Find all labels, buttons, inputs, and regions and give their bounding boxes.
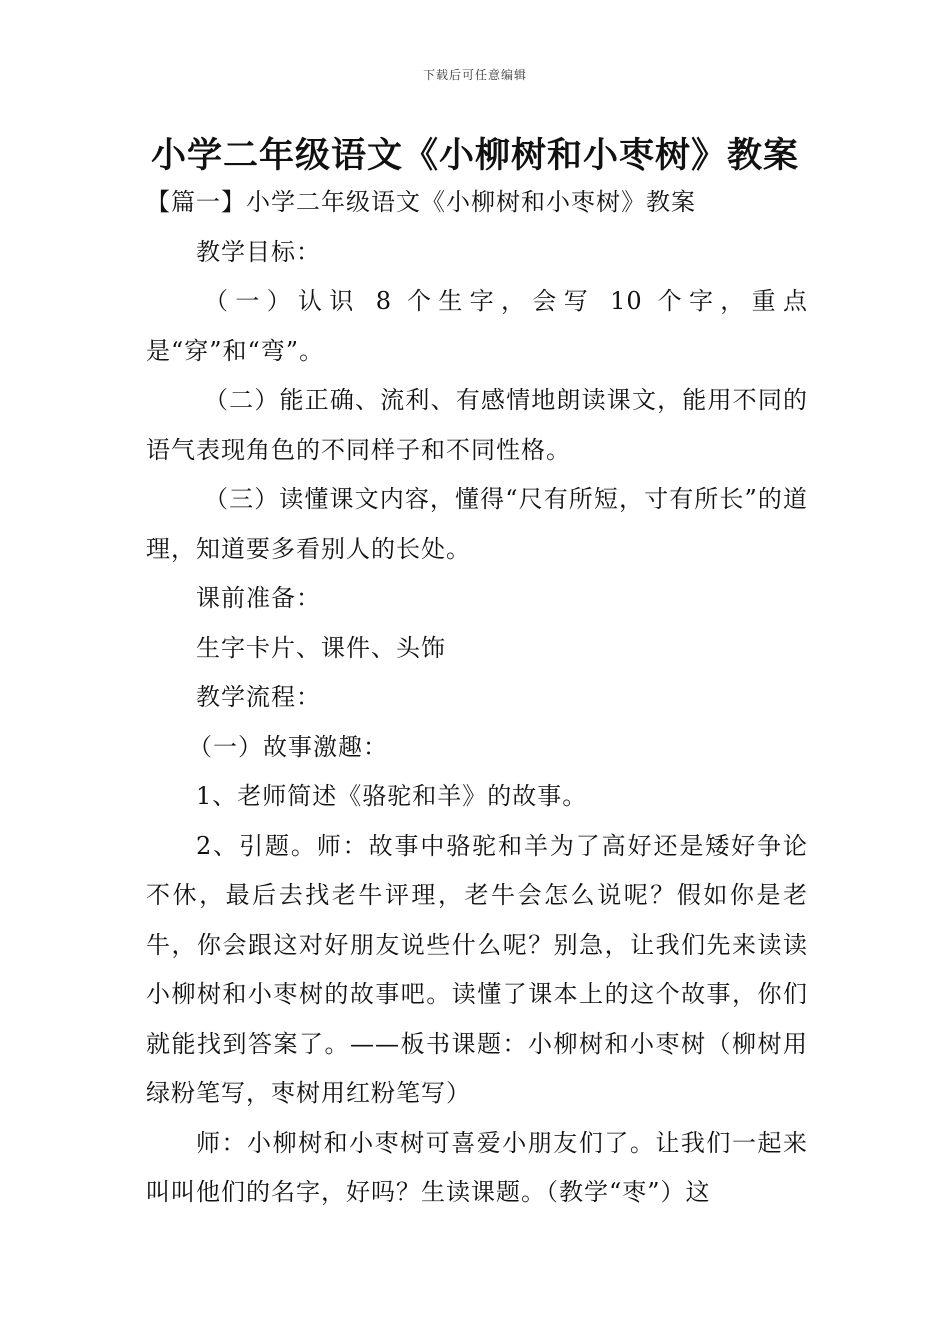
paragraph-step-1-2: 2、引题。师：故事中骆驼和羊为了高好还是矮好争论不休，最后去找老牛评理，老牛会怎么说呢？假如你是老牛，你会跟这对好朋友说些什么呢？别急，让我们先来读读小柳树和小枣树的故事吧。读懂了课本上的这个故事，你们就能找到答案了。——板书课题：小柳树和小枣树（柳树用绿粉笔写，枣树用红粉笔写） <box>146 831 808 1107</box>
document-title: 小学二年级语文《小柳树和小枣树》教案 <box>150 136 799 176</box>
paragraph-process-heading: 教学流程： <box>196 683 321 711</box>
paragraph-preparation-heading: 课前准备： <box>196 584 321 612</box>
paragraph-objective-2: （二）能正确、流利、有感情地朗读课文，能用不同的语气表现角色的不同样子和不同性格。 <box>146 386 808 464</box>
section-heading: 【篇一】小学二年级语文《小柳树和小枣树》教案 <box>146 188 696 216</box>
paragraph-teacher-intro: 师：小柳树和小枣树可喜爱小朋友们了。让我们一起来叫叫他们的名字，好吗？生读课题。（教学“枣”）这 <box>146 1128 808 1206</box>
paragraph-objectives-heading: 教学目标： <box>196 237 321 266</box>
header-note: 下载后可任意编辑 <box>422 68 527 82</box>
paragraph-step-1-1: 1、老师简述《骆驼和羊》的故事。 <box>196 782 588 810</box>
paragraph-step-1-heading: （一）故事激趣： <box>188 732 388 761</box>
document-body <box>146 178 808 1218</box>
paragraph-objective-3: （三）读懂课文内容，懂得“尺有所短，寸有所长”的道理，知道要多看别人的长处。 <box>146 485 808 563</box>
paragraph-preparation-items: 生字卡片、课件、头饰 <box>196 633 446 662</box>
paragraph-objective-1: （一）认识 8 个生字，会写 10 个字，重点是“穿”和“弯”。 <box>146 287 808 365</box>
